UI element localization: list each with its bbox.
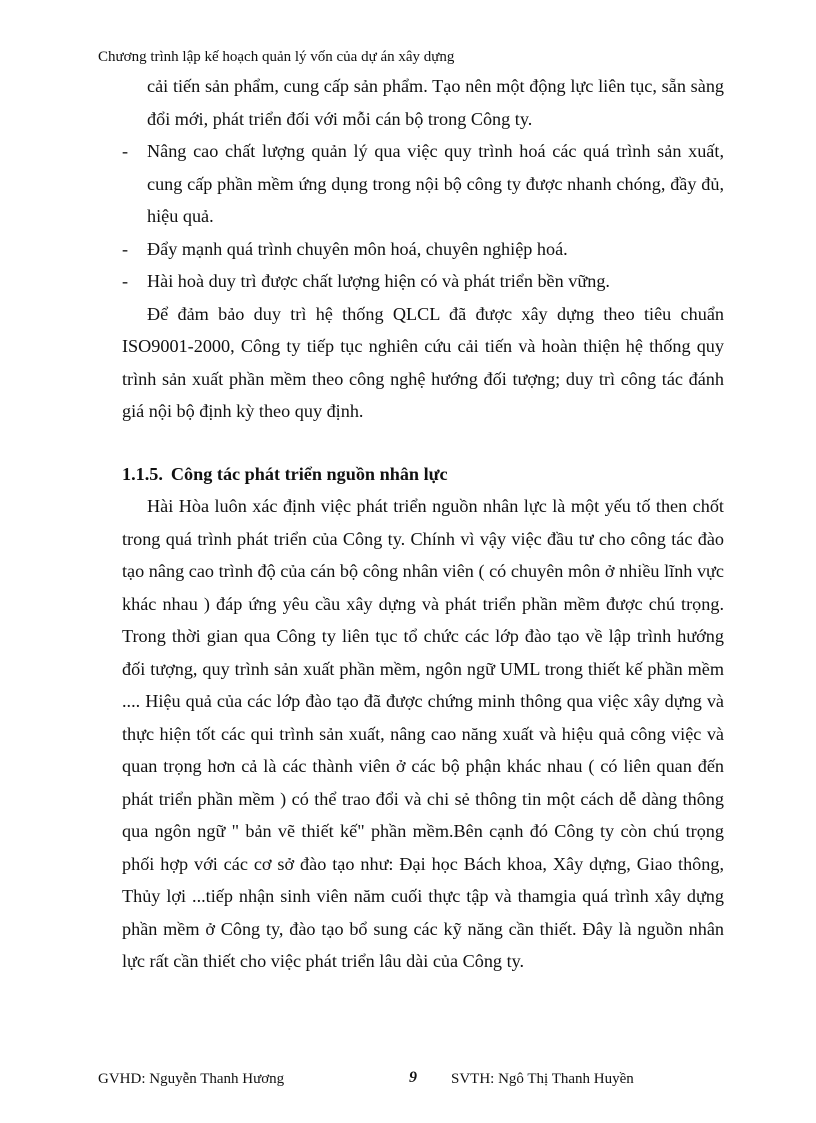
document-body: [122, 70, 724, 978]
continuation-paragraph: cải tiến sản phẩm, cung cấp sản phẩm. Tạo nên một động lực liên tục, sẵn sàng đổi mới, phát triển đối với mỗi cán bộ trong Công ty.: [147, 76, 724, 129]
bullet-text: Nâng cao chất lượng quản lý qua việc quy trình hoá các quá trình sản xuất, cung cấp phần mềm ứng dụng trong nội bộ công ty được nhanh chóng, đầy đủ, hiệu quả.: [147, 141, 724, 226]
bullet-text: Đẩy mạnh quá trình chuyên môn hoá, chuyên nghiệp hoá.: [147, 238, 568, 259]
footer-advisor: GVHD: Nguyễn Thanh Hương: [98, 1071, 285, 1087]
bullet-item: [122, 233, 724, 266]
page-header-title: Chương trình lập kế hoạch quản lý vốn của dự án xây dựng: [98, 49, 455, 65]
footer-student: SVTH: Ngô Thị Thanh Huyền: [451, 1071, 634, 1087]
section-title: Công tác phát triển nguồn nhân lực: [170, 463, 448, 484]
bullet-dash: -: [122, 271, 129, 291]
section-body-paragraph: Hài Hòa luôn xác định việc phát triển nguồn nhân lực là một yếu tố then chốt trong quá trình phát triển của Công ty. Chính vì vậy việc đầu tư cho công tác đào tạo nâng cao trình độ của cán bộ công nhân viên ( có chuyên môn ở nhiều lĩnh vực khác nhau ) đáp ứng yêu cầu xây dựng và phát triển phần mềm được chú trọng. Trong thời gian qua Công ty liên tục tổ chức các lớp đào tạo về lập trình hướng đối tượng, quy trình sản xuất phần mềm, ngôn ngữ UML trong thiết kế phần mềm .... Hiệu quả của các lớp đào tạo đã được chứng minh thông qua việc xây dựng và thực hiện tốt các qui trình sản xuất, nâng cao năng xuất và hiệu quả công việc và quan trọng hơn cả là các thành viên ở các bộ phận khác nhau ( có liên quan đến phát triển phần mềm ) có thể trao đổi và chi sẻ thông tin một cách dễ dàng thông qua ngôn ngữ " bản vẽ thiết kế" phần mềm.Bên cạnh đó Công ty còn chú trọng phối hợp với các cơ sở đào tạo như: Đại học Bách khoa, Xây dựng, Giao thông, Thủy lợi ...tiếp nhận sinh viên năm cuối thực tập và thamgia quá trình xây dựng phần mềm ở Công ty, đào tạo bổ sung các kỹ năng cần thiết. Đây là nguồn nhân lực rất cần thiết cho việc phát triển lâu dài của Công ty.: [122, 496, 724, 971]
bullet-dash: -: [122, 141, 129, 161]
footer-page-number: 9: [409, 1069, 417, 1086]
section-heading: [122, 458, 724, 491]
bullet-text: Hài hoà duy trì được chất lượng hiện có và phát triển bền vững.: [147, 271, 610, 291]
bullet-item: [122, 135, 724, 233]
bullet-dash: -: [122, 238, 129, 259]
section-number: 1.1.5.: [122, 463, 163, 484]
bullet-item: [122, 265, 724, 298]
qms-paragraph: Để đảm bảo duy trì hệ thống QLCL đã được xây dựng theo tiêu chuẩn ISO9001-2000, Công ty tiếp tục nghiên cứu cải tiến và hoàn thiện hệ thống quy trình sản xuất phần mềm theo công nghệ hướng đối tượng; duy trì công tác đánh giá nội bộ định kỳ theo quy định.: [122, 303, 724, 421]
